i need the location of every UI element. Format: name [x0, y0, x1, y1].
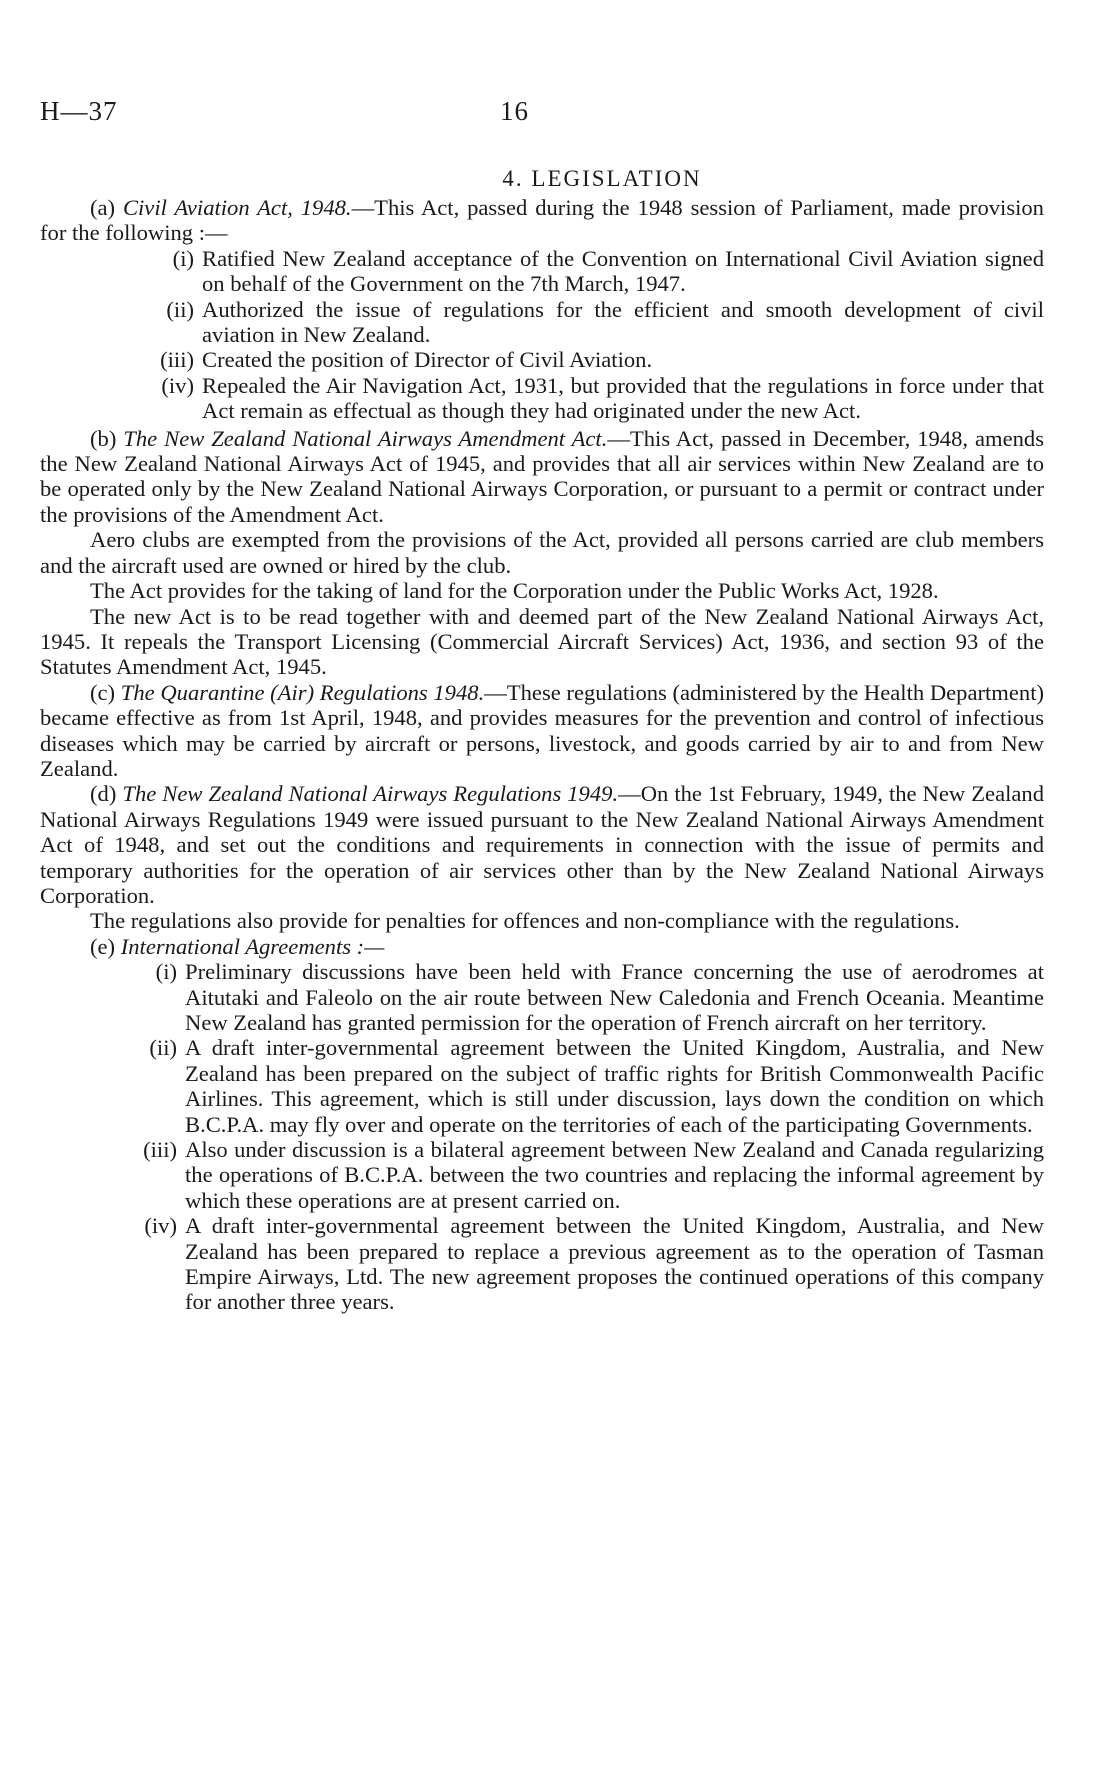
label-c: (c)	[90, 679, 116, 705]
list-item: (iv) A draft inter-governmental agreement between the United Kingdom, Australia, and New Zealand has been prepared to replace a previous agreement as to the operation of Tasman Empire Airways, Ltd. The new agreement proposes the continued operations of this company for another three years.	[144, 1213, 1044, 1315]
label-e: (e)	[90, 933, 116, 959]
heading-a: Civil Aviation Act, 1948.	[122, 195, 352, 220]
section-title: 4. LEGISLATION	[502, 166, 702, 191]
heading-b: The New Zealand National Airways Amendment Act.	[123, 425, 608, 451]
list-item: (ii) Authorized the issue of regulations for the efficient and smooth development of civil aviation in New Zealand.	[166, 296, 1044, 348]
list-item: (ii) A draft inter-governmental agreement between the United Kingdom, Australia, and New Zealand has been prepared on the subject of traffic rights for British Commonwealth Pacific Airlines. This agreement, which is still under discussion, lays down the condition on which B.C.P.A. may fly over and operate on the territories of each of the participating Governments.	[149, 1035, 1044, 1137]
document-body	[40, 195, 1044, 1315]
paragraph-d	[40, 781, 1044, 908]
text-a: —This Act, passed during the 1948 session of Parliament, made provision for the following :—	[40, 195, 1044, 246]
document-reference: H—37	[40, 96, 118, 126]
paragraph-a	[40, 195, 1044, 246]
text-c: —These regulations (administered by the Health Department) became effective as from 1st April, 1948, and provides measures for the prevention and control of infectious diseases which may be carried by aircraft or persons, livestock, and goods carried by air to and from New Zealand.	[40, 679, 1045, 781]
paragraph-c	[40, 680, 1044, 782]
paragraph-b	[40, 426, 1044, 528]
heading-e: International Agreements :—	[120, 933, 385, 959]
paragraph: The new Act is to be read together with and deemed part of the New Zealand National Airways Act, 1945. It repeals the Transport Licensing (Commercial Aircraft Services) Act, 1936, and section 93 of the Statutes Amendment Act, 1945.	[40, 603, 1044, 680]
paragraph: The Act provides for the taking of land for the Corporation under the Public Works Act, 1928.	[90, 578, 939, 604]
list-item: (i) Ratified New Zealand acceptance of the Convention on International Civil Aviation signed on behalf of the Government on the 7th March, 1947.	[172, 245, 1044, 297]
list-item: (iii) Created the position of Director of Civil Aviation.	[160, 347, 653, 373]
paragraph: The regulations also provide for penalties for offences and non-compliance with the regulations.	[90, 908, 960, 934]
list-item: (iii) Also under discussion is a bilateral agreement between New Zealand and Canada regularizing the operations of B.C.P.A. between the two countries and replacing the informal agreement by which these operations are at present carried on.	[143, 1137, 1044, 1213]
label-a: (a)	[90, 195, 116, 220]
text-b: —This Act, passed in December, 1948, amends the New Zealand National Airways Act of 1945, and provides that all air services within New Zealand are to be operated only by the New Zealand National Airways Corporation, or pursuant to a permit or contract under the provisions of the Amendment Act.	[40, 425, 1044, 527]
paragraph-e	[40, 934, 1044, 959]
list-item: (i) Preliminary discussions have been held with France concerning the use of aerodromes at Aitutaki and Faleolo on the air route between New Caledonia and French Oceania. Meantime New Zealand has granted permission for the operation of French aircraft on her territory.	[155, 959, 1044, 1035]
label-d: (d)	[90, 781, 117, 807]
heading-c: The Quarantine (Air) Regulations 1948.	[120, 679, 485, 705]
page-number: 16	[500, 96, 529, 126]
label-b: (b)	[90, 425, 117, 451]
heading-d: The New Zealand National Airways Regulations 1949.	[122, 781, 619, 807]
list-item: (iv) Repealed the Air Navigation Act, 1931, but provided that the regulations in force under that Act remain as effectual as though they had originated under the new Act.	[161, 372, 1044, 424]
text-d: —On the 1st February, 1949, the New Zealand National Airways Regulations 1949 were issued pursuant to the New Zealand National Airways Amendment Act of 1948, and set out the conditions and requirements in connection with the issue of permits and temporary authorities for the operation of air services other than by the New Zealand National Airways Corporation.	[40, 781, 1044, 908]
paragraph: Aero clubs are exempted from the provisions of the Act, provided all persons carried are club members and the aircraft used are owned or hired by the club.	[40, 527, 1044, 578]
